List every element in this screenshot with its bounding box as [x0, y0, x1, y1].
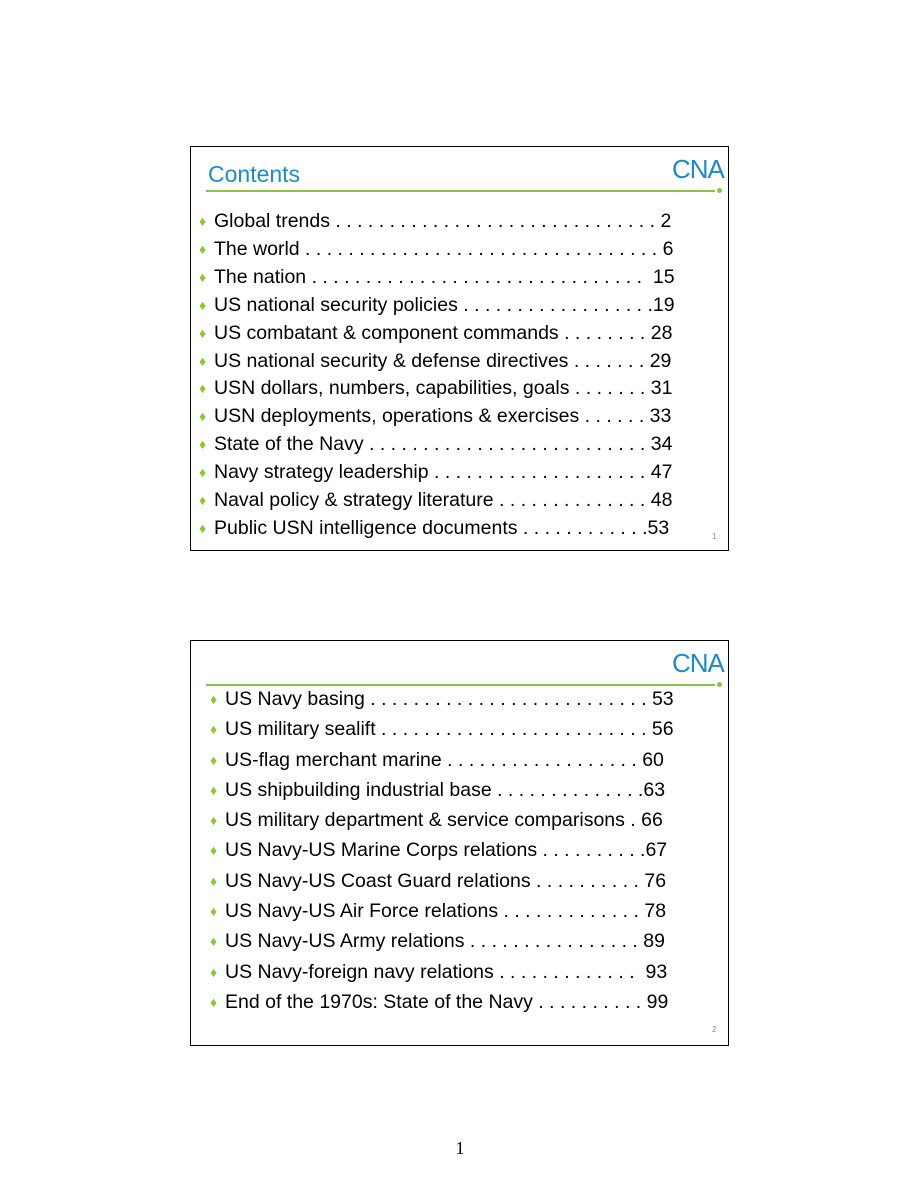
diamond-bullet-icon: ♦: [210, 963, 218, 980]
toc-item[interactable]: ♦ Naval policy & strategy literature . . . . . . . . . . . . . . 48: [199, 487, 675, 515]
diamond-bullet-icon: ♦: [199, 492, 207, 509]
diamond-bullet-icon: ♦: [199, 240, 207, 257]
toc-list: [210, 684, 674, 1017]
toc-item[interactable]: ♦ US Navy-foreign navy relations . . . . . . . . . . . . . 93: [210, 957, 674, 987]
diamond-bullet-icon: ♦: [199, 436, 207, 453]
toc-item[interactable]: ♦ US military department & service comparisons . 66: [210, 805, 674, 835]
diamond-bullet-icon: ♦: [210, 721, 218, 738]
diamond-bullet-icon: ♦: [210, 781, 218, 798]
slide-title: Contents: [208, 161, 301, 187]
toc-item[interactable]: ♦ Global trends . . . . . . . . . . . . . . . . . . . . . . . . . . . . . . 2: [199, 208, 675, 236]
diamond-bullet-icon: ♦: [199, 464, 207, 481]
toc-item[interactable]: ♦ The nation . . . . . . . . . . . . . . . . . . . . . . . . . . . . . . . 15: [199, 264, 675, 292]
toc-list: [199, 208, 675, 543]
toc-item[interactable]: ♦ Navy strategy leadership . . . . . . . . . . . . . . . . . . . . 47: [199, 459, 675, 487]
logo-text: CNA: [672, 155, 724, 183]
toc-item[interactable]: ♦ US Navy-US Marine Corps relations . . . . . . . . . .67: [210, 835, 674, 865]
diamond-bullet-icon: ♦: [199, 380, 207, 397]
slide-number: 1: [712, 532, 717, 541]
diamond-bullet-icon: ♦: [210, 872, 218, 889]
diamond-bullet-icon: ♦: [199, 324, 207, 341]
logo-text: CNA: [672, 649, 724, 677]
diamond-bullet-icon: ♦: [199, 213, 207, 229]
diamond-bullet-icon: ♦: [210, 842, 218, 859]
toc-item[interactable]: ♦ State of the Navy . . . . . . . . . . . . . . . . . . . . . . . . . . 34: [199, 431, 675, 459]
diamond-bullet-icon: ♦: [199, 296, 207, 313]
toc-item[interactable]: ♦ USN dollars, numbers, capabilities, goals . . . . . . . 31: [199, 375, 675, 403]
toc-item[interactable]: ♦ The world . . . . . . . . . . . . . . . . . . . . . . . . . . . . . . . . . 6: [199, 236, 675, 264]
diamond-bullet-icon: ♦: [199, 519, 207, 536]
toc-item[interactable]: ♦ US national security policies . . . . . . . . . . . . . . . . . .19: [199, 292, 675, 320]
cna-logo: [672, 155, 730, 190]
diamond-bullet-icon: ♦: [210, 691, 218, 707]
toc-item[interactable]: ♦ US military sealift . . . . . . . . . . . . . . . . . . . . . . . . . 56: [210, 714, 674, 744]
toc-item[interactable]: ♦ US shipbuilding industrial base . . . . . . . . . . . . . .63: [210, 775, 674, 805]
diamond-bullet-icon: ♦: [210, 933, 218, 950]
toc-item[interactable]: ♦ US Navy-US Air Force relations . . . . . . . . . . . . . 78: [210, 896, 674, 926]
slide-number: 2: [712, 1025, 717, 1034]
diamond-bullet-icon: ♦: [210, 993, 218, 1010]
diamond-bullet-icon: ♦: [210, 812, 218, 829]
cna-logo-mark: [672, 649, 730, 677]
rule-dot: [717, 188, 722, 193]
toc-item[interactable]: ♦ US combatant & component commands . . . . . . . . 28: [199, 320, 675, 348]
cna-logo-mark: [672, 155, 730, 183]
toc-item[interactable]: ♦ US national security & defense directives . . . . . . . 29: [199, 348, 675, 376]
toc-item[interactable]: ♦ End of the 1970s: State of the Navy . . . . . . . . . . 99: [210, 987, 674, 1017]
cna-logo: [672, 649, 730, 684]
rule-dot: [717, 682, 722, 687]
contents-slide-1: [190, 146, 729, 551]
contents-slide-2: [190, 640, 729, 1046]
toc-item[interactable]: ♦ US Navy basing . . . . . . . . . . . . . . . . . . . . . . . . . . 53: [210, 684, 674, 714]
title-rule: [206, 190, 715, 192]
diamond-bullet-icon: ♦: [210, 751, 218, 768]
diamond-bullet-icon: ♦: [199, 352, 207, 369]
toc-item[interactable]: ♦ US-flag merchant marine . . . . . . . . . . . . . . . . . . 60: [210, 745, 674, 775]
toc-item[interactable]: ♦ USN deployments, operations & exercises . . . . . . 33: [199, 403, 675, 431]
diamond-bullet-icon: ♦: [199, 268, 207, 285]
diamond-bullet-icon: ♦: [210, 903, 218, 920]
toc-item[interactable]: ♦ US Navy-US Coast Guard relations . . . . . . . . . . 76: [210, 866, 674, 896]
diamond-bullet-icon: ♦: [199, 408, 207, 425]
toc-item[interactable]: ♦ Public USN intelligence documents . . . . . . . . . . . .53: [199, 515, 675, 543]
page-number: 1: [455, 1138, 465, 1158]
toc-item[interactable]: ♦ US Navy-US Army relations . . . . . . . . . . . . . . . . 89: [210, 926, 674, 956]
